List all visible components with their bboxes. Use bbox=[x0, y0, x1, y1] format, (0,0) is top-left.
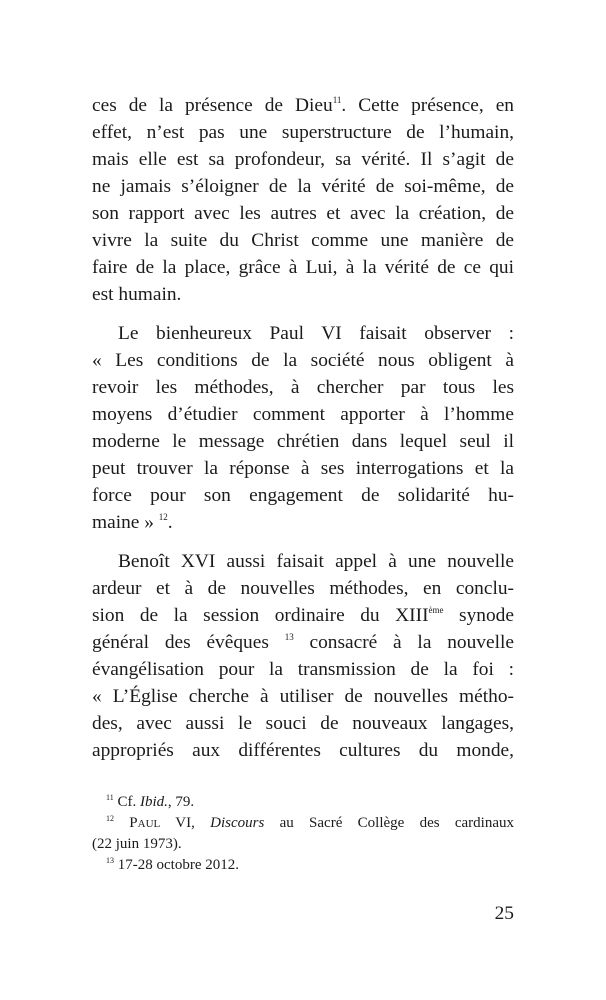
footnote-13 bbox=[92, 855, 514, 876]
text-run: . Cette présence, en bbox=[341, 95, 515, 116]
text-line: Benoît XVI aussi faisait appel à une nouvelle bbox=[118, 551, 514, 572]
footnote-text: Cf. bbox=[117, 794, 140, 810]
text-line: des, avec aussi le souci de nouveaux langages, bbox=[92, 713, 514, 734]
text-line bbox=[92, 629, 514, 656]
text-line: ne jamais s’éloigner de la vérité de soi-même, de bbox=[92, 176, 514, 197]
text-line: faire de la place, grâce à Lui, à la vérité de ce qui bbox=[92, 257, 514, 278]
text-run: sion de la session ordinaire du XIII bbox=[92, 605, 429, 626]
footnote-text: 17-28 octobre 2012. bbox=[117, 857, 239, 873]
footnote-author: Paul bbox=[129, 815, 161, 831]
footnote-text: VI, bbox=[160, 815, 211, 831]
footnote-number: 13 bbox=[106, 856, 114, 865]
text-line: ardeur et à de nouvelles méthodes, en conclu- bbox=[92, 578, 514, 599]
text-line: Le bienheureux Paul VI faisait observer : bbox=[118, 323, 514, 344]
footnote-text: , 79. bbox=[167, 794, 195, 810]
text-run: général des évêques bbox=[92, 632, 269, 653]
page-number: 25 bbox=[494, 903, 514, 924]
paragraph-1 bbox=[92, 92, 514, 308]
paragraph-3 bbox=[92, 548, 514, 764]
text-line: « L’Église cherche à utiliser de nouvelles métho- bbox=[92, 686, 514, 707]
main-text bbox=[92, 92, 514, 764]
text-line: mais elle est sa profondeur, sa vérité. Il s’agit de bbox=[92, 149, 514, 170]
paragraph-2 bbox=[92, 320, 514, 536]
text-line: évangélisation pour la transmission de la foi : bbox=[92, 659, 514, 680]
footnote-text: au Sacré Collège des cardinaux bbox=[264, 815, 515, 831]
footnote-line bbox=[92, 813, 514, 834]
text-run: maine » bbox=[92, 512, 154, 533]
text-run: ces de la présence de Dieu bbox=[92, 95, 333, 116]
footnote-11 bbox=[92, 792, 514, 813]
text-run: synode bbox=[443, 605, 514, 626]
footnote-number: 11 bbox=[106, 793, 114, 802]
text-line bbox=[92, 92, 514, 119]
footnote-12 bbox=[92, 813, 514, 855]
text-run: consacré à la nouvelle bbox=[293, 632, 514, 653]
text-run: . bbox=[167, 512, 173, 533]
text-line: appropriés aux différentes cultures du monde, bbox=[92, 740, 514, 761]
text-line: vivre la suite du Christ comme une manière de bbox=[92, 230, 514, 251]
text-line: moyens d’étudier comment apporter à l’homme bbox=[92, 404, 514, 425]
footnote-italic: Ibid. bbox=[139, 794, 168, 810]
text-line: effet, n’est pas une superstructure de l’humain, bbox=[92, 122, 514, 143]
text-line: est humain. bbox=[92, 284, 182, 305]
text-line: « Les conditions de la société nous obligent à bbox=[92, 350, 514, 371]
footnote-number: 12 bbox=[106, 814, 114, 823]
footnote-ref-11[interactable]: 11 bbox=[332, 95, 342, 105]
footnote-ref-12[interactable]: 12 bbox=[158, 512, 168, 522]
text-line: moderne le message chrétien dans lequel seul il bbox=[92, 431, 514, 452]
text-line bbox=[92, 602, 514, 629]
footnotes bbox=[92, 792, 514, 876]
text-line: force pour son engagement de solidarité hu- bbox=[92, 485, 514, 506]
text-line: revoir les méthodes, à chercher par tous les bbox=[92, 377, 514, 398]
footnote-line: (22 juin 1973). bbox=[92, 836, 182, 852]
text-line bbox=[92, 509, 514, 536]
text-line: son rapport avec les autres et avec la création, de bbox=[92, 203, 514, 224]
ordinal-suffix: ème bbox=[428, 605, 444, 615]
footnote-italic: Discours bbox=[210, 815, 265, 831]
text-line: peut trouver la réponse à ses interrogations et la bbox=[92, 458, 514, 479]
footnote-ref-13[interactable]: 13 bbox=[284, 632, 294, 642]
